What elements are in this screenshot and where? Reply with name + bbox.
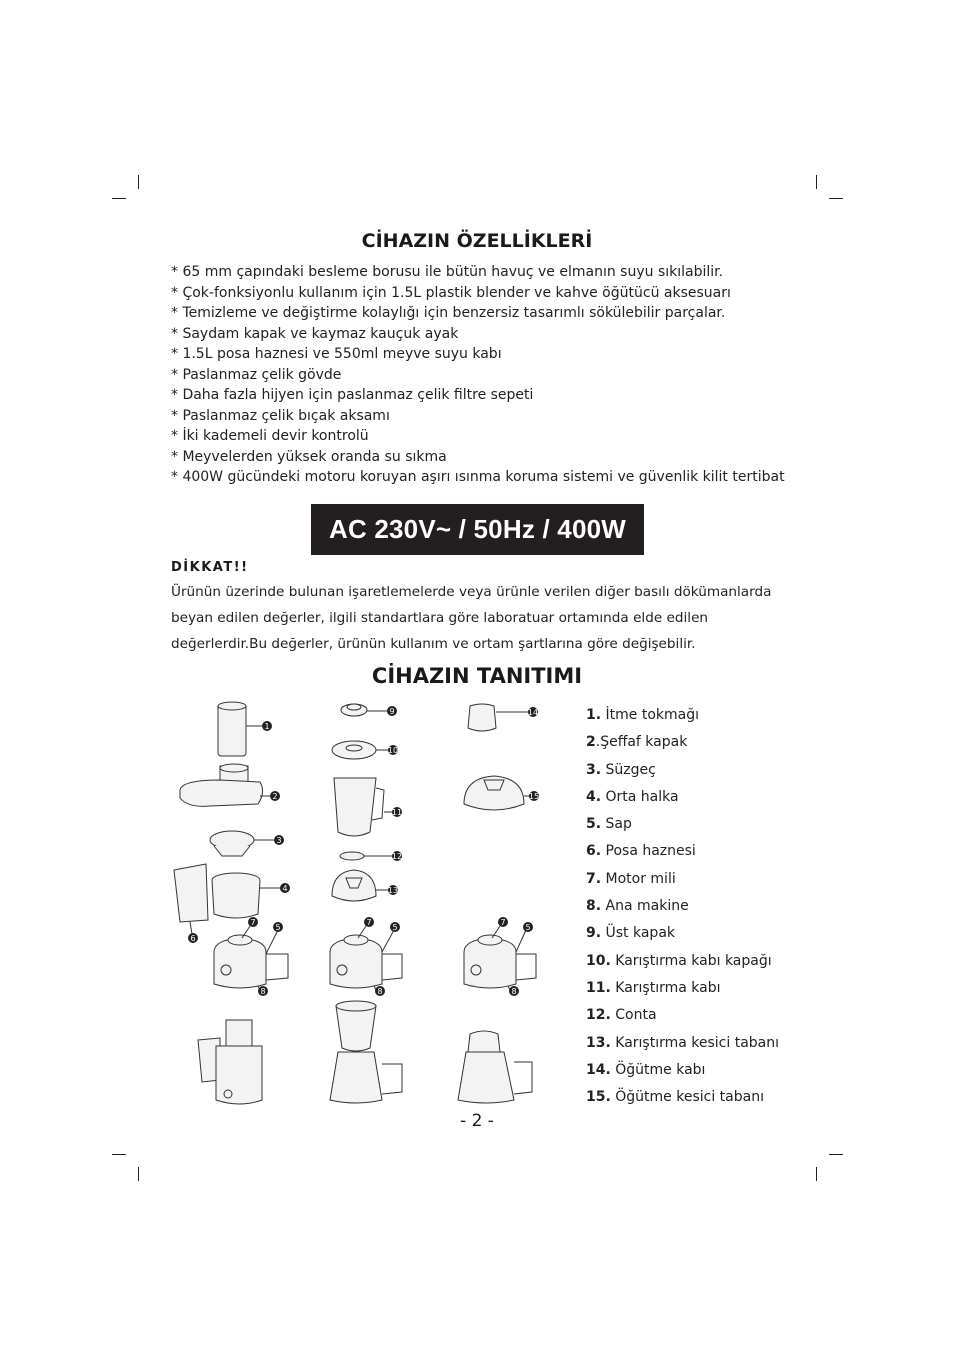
part-number: 5. bbox=[586, 816, 602, 833]
main-unit-part bbox=[214, 935, 288, 988]
part-item bbox=[586, 1030, 779, 1057]
callout-label: 8 bbox=[511, 987, 517, 996]
callout bbox=[392, 807, 402, 817]
blender-lid-part bbox=[332, 741, 376, 759]
part-number: 4. bbox=[586, 788, 602, 805]
callout-label: 12 bbox=[391, 852, 403, 861]
callout-label: 5 bbox=[275, 923, 281, 932]
part-item bbox=[586, 729, 779, 756]
callout-label: 5 bbox=[525, 923, 531, 932]
grinder-blade-base-part bbox=[464, 776, 524, 810]
part-item bbox=[586, 702, 779, 729]
part-name: Öğütme kabı bbox=[610, 1061, 706, 1078]
feature-item: * Daha fazla hijyen için paslanmaz çelik filtre sepeti bbox=[171, 387, 534, 403]
part-item bbox=[586, 838, 779, 865]
features-title: CİHAZIN ÖZELLİKLERİ bbox=[361, 230, 593, 252]
part-name: Sap bbox=[601, 816, 632, 833]
crop-mark bbox=[829, 198, 843, 199]
main-unit-part bbox=[464, 935, 536, 988]
callout bbox=[388, 745, 398, 755]
feature-item: * Saydam kapak ve kaymaz kauçuk ayak bbox=[171, 325, 459, 342]
callout bbox=[188, 933, 198, 943]
part-name: .Şeffaf kapak bbox=[595, 734, 688, 751]
callout-label: 11 bbox=[391, 808, 403, 817]
part-item bbox=[586, 866, 779, 893]
part-number: 1. bbox=[586, 707, 602, 723]
callout bbox=[498, 917, 508, 927]
filter-part bbox=[210, 831, 254, 856]
gasket-part bbox=[340, 852, 364, 860]
callout-label: 9 bbox=[389, 707, 395, 716]
part-name: Karıştırma kesici tabanı bbox=[610, 1034, 780, 1051]
part-number: 8. bbox=[586, 898, 602, 915]
callout-label: 4 bbox=[282, 884, 288, 893]
cover-part bbox=[180, 764, 263, 806]
callout-label: 13 bbox=[387, 886, 399, 895]
part-name: Conta bbox=[610, 1007, 657, 1024]
callout bbox=[274, 835, 284, 845]
crop-mark bbox=[112, 1154, 126, 1155]
callout-label: 6 bbox=[190, 934, 196, 943]
part-number: 11. bbox=[586, 979, 611, 996]
feature-item: * İki kademeli devir kontrolü bbox=[171, 428, 369, 444]
assembled-juicer bbox=[198, 1020, 262, 1104]
top-lid-part bbox=[341, 704, 367, 716]
part-item bbox=[586, 920, 779, 947]
callout-label: 10 bbox=[387, 746, 399, 755]
part-name: Posa haznesi bbox=[601, 843, 696, 860]
callout bbox=[364, 917, 374, 927]
intro-title: CİHAZIN TANITIMI bbox=[371, 664, 583, 688]
callout bbox=[280, 883, 290, 893]
crop-mark bbox=[112, 198, 126, 199]
callout bbox=[523, 922, 533, 932]
warning-line: beyan edilen değerler, ilgili standartlara göre laboratuar ortamında elde edilen bbox=[171, 610, 709, 626]
feature-item: * Temizleme ve değiştirme kolaylığı için benzersiz tasarımlı sökülebilir parçalar. bbox=[171, 305, 726, 321]
callout bbox=[387, 706, 397, 716]
part-name: Karıştırma kabı bbox=[610, 979, 721, 996]
part-number: 6. bbox=[586, 843, 602, 860]
callout bbox=[528, 707, 538, 717]
main-unit-part bbox=[330, 935, 402, 988]
callout-label: 2 bbox=[272, 792, 278, 801]
blender-jug-part bbox=[334, 778, 384, 836]
callout-label: 14 bbox=[527, 708, 539, 717]
part-item bbox=[586, 975, 779, 1002]
callout bbox=[273, 922, 283, 932]
part-number: 15. bbox=[586, 1089, 611, 1106]
callout bbox=[390, 922, 400, 932]
part-number: 10. bbox=[586, 952, 611, 969]
part-number: 3. bbox=[586, 761, 602, 778]
assembled-grinder bbox=[458, 1031, 532, 1103]
part-item bbox=[586, 948, 779, 975]
page-number: - 2 - bbox=[460, 1111, 494, 1131]
part-number: 14. bbox=[586, 1061, 611, 1078]
parts-list bbox=[586, 702, 779, 1111]
part-name: Ana makine bbox=[601, 898, 689, 915]
callout-label: 7 bbox=[500, 918, 506, 927]
callout bbox=[509, 986, 519, 996]
features-list bbox=[171, 262, 785, 488]
part-name: İtme tokmağı bbox=[601, 707, 699, 723]
part-number: 7. bbox=[586, 870, 602, 887]
part-name: Orta halka bbox=[601, 788, 679, 805]
feature-item: * 400W gücündeki motoru koruyan aşırı ısınma koruma sistemi ve güvenlik kilit tertibat bbox=[171, 469, 785, 485]
warning-line: değerlerdir.Bu değerler, ürünün kullanım ve ortam şartlarına göre değişebilir. bbox=[171, 636, 696, 652]
crop-mark bbox=[816, 175, 817, 189]
callout bbox=[375, 986, 385, 996]
feature-item: * Meyvelerden yüksek oranda su sıkma bbox=[171, 448, 447, 465]
part-item bbox=[586, 811, 779, 838]
part-name: Motor mili bbox=[601, 870, 676, 887]
part-name: Üst kapak bbox=[601, 925, 676, 942]
part-name: Süzgeç bbox=[601, 761, 656, 778]
callout bbox=[258, 986, 268, 996]
callout bbox=[248, 917, 258, 927]
part-item bbox=[586, 893, 779, 920]
callout-label: 7 bbox=[250, 918, 256, 927]
part-item bbox=[586, 1002, 779, 1029]
callout-label: 15 bbox=[528, 792, 540, 801]
product-diagram bbox=[170, 700, 550, 1108]
callout-label: 1 bbox=[264, 722, 270, 731]
callout-label: 7 bbox=[366, 918, 372, 927]
middle-ring-part bbox=[212, 873, 260, 918]
crop-mark bbox=[829, 1154, 843, 1155]
feature-item: * Çok-fonksiyonlu kullanım için 1.5L plastik blender ve kahve öğütücü aksesuarı bbox=[171, 284, 731, 301]
part-number: 2 bbox=[586, 734, 596, 751]
callout-label: 8 bbox=[260, 987, 266, 996]
grinder-cup-part bbox=[468, 704, 496, 731]
pusher-part bbox=[218, 702, 246, 756]
callout bbox=[262, 721, 272, 731]
part-name: Öğütme kesici tabanı bbox=[610, 1089, 764, 1106]
part-name: Karıştırma kabı kapağı bbox=[610, 952, 772, 969]
callout bbox=[529, 791, 539, 801]
part-item bbox=[586, 1084, 779, 1111]
part-number: 12. bbox=[586, 1007, 611, 1024]
part-item bbox=[586, 757, 779, 784]
crop-mark bbox=[138, 175, 139, 189]
warning-text bbox=[171, 579, 811, 657]
feature-item: * Paslanmaz çelik gövde bbox=[171, 366, 342, 383]
pulp-container-part bbox=[174, 864, 208, 922]
callout bbox=[388, 885, 398, 895]
crop-mark bbox=[138, 1167, 139, 1181]
callout bbox=[392, 851, 402, 861]
part-number: 9. bbox=[586, 925, 602, 942]
part-number: 13. bbox=[586, 1034, 611, 1051]
part-item bbox=[586, 1057, 779, 1084]
warning-line: Ürünün üzerinde bulunan işaretlemelerde veya ürünle verilen diğer basılı dökümanlarda bbox=[171, 584, 772, 600]
warning-title: DİKKAT!! bbox=[171, 560, 249, 575]
blender-blade-base-part bbox=[332, 870, 376, 901]
callout-label: 3 bbox=[276, 836, 282, 845]
part-item bbox=[586, 784, 779, 811]
feature-item: * 65 mm çapındaki besleme borusu ile bütün havuç ve elmanın suyu sıkılabilir. bbox=[171, 264, 724, 280]
callout bbox=[270, 791, 280, 801]
assembled-blender bbox=[330, 1001, 402, 1103]
crop-mark bbox=[816, 1167, 817, 1181]
callout-label: 5 bbox=[392, 923, 398, 932]
callout-label: 8 bbox=[377, 987, 383, 996]
feature-item: * 1.5L posa haznesi ve 550ml meyve suyu kabı bbox=[171, 346, 502, 362]
power-rating-box: AC 230V~ / 50Hz / 400W bbox=[311, 504, 644, 555]
feature-item: * Paslanmaz çelik bıçak aksamı bbox=[171, 407, 390, 424]
